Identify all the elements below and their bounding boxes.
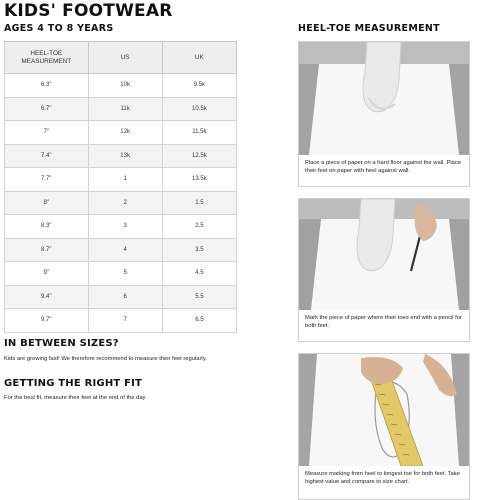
cell-us: 6 [88,285,162,309]
cell-measurement: 9.7" [5,309,89,333]
cell-measurement: 7.4" [5,144,89,168]
page-title: KIDS' FOOTWEAR [4,1,173,21]
cell-uk: 11.5k [162,121,236,145]
step-2-photo [299,199,469,310]
step-card-2 [298,198,470,342]
table-row [5,168,237,192]
table-row [5,309,237,333]
cell-us: 4 [88,238,162,262]
cell-uk: 9.5k [162,74,236,98]
cell-uk: 4.5 [162,262,236,286]
right-fit-text: For the best fit, measure their feet at the end of the day. [4,395,147,401]
between-sizes-text: Kids are growing fast! We therefore recommend to measure their feet regularly. [4,356,207,362]
cell-uk: 10.5k [162,97,236,121]
cell-measurement: 8" [5,191,89,215]
right-fit-heading: GETTING THE RIGHT FIT [4,378,143,389]
table-header-row [5,42,237,74]
table-row [5,285,237,309]
cell-uk: 1.5 [162,191,236,215]
cell-us: 1 [88,168,162,192]
cell-us: 10k [88,74,162,98]
step-2-caption: Mark the piece of paper where their toes end with a pencil for both feet. [305,315,462,329]
column-header-us: US [88,42,162,74]
cell-measurement: 8.7" [5,238,89,262]
table-row [5,121,237,145]
cell-us: 3 [88,215,162,239]
cell-uk: 3.5 [162,238,236,262]
cell-measurement: 9" [5,262,89,286]
cell-measurement: 8.3" [5,215,89,239]
cell-us: 12k [88,121,162,145]
size-chart-table [4,41,237,333]
cell-measurement: 6.7" [5,97,89,121]
cell-us: 7 [88,309,162,333]
heel-toe-heading: HEEL-TOE MEASUREMENT [298,23,440,34]
step-card-3 [298,353,470,500]
cell-us: 11k [88,97,162,121]
table-row [5,144,237,168]
step-3-caption: Measure marking from heel to longest toe for both feet. Take highest value and compare to size chart. [305,471,460,485]
cell-us: 13k [88,144,162,168]
table-row [5,238,237,262]
step-3-photo [299,354,469,466]
table-row [5,74,237,98]
cell-measurement: 7" [5,121,89,145]
cell-measurement: 6.3" [5,74,89,98]
cell-uk: 5.5 [162,285,236,309]
cell-measurement: 9.4" [5,285,89,309]
column-header-measurement: HEEL-TOE MEASUREMENT [5,42,89,74]
cell-uk: 2.5 [162,215,236,239]
cell-uk: 13.5k [162,168,236,192]
table-row [5,97,237,121]
table-row [5,215,237,239]
step-1-photo [299,42,469,155]
cell-uk: 6.5 [162,309,236,333]
step-card-1 [298,41,470,187]
table-row [5,262,237,286]
cell-us: 5 [88,262,162,286]
between-sizes-heading: IN BETWEEN SIZES? [4,338,119,349]
step-1-caption: Place a piece of paper on a hard floor against the wall. Place their feet on paper with heel against wall. [305,160,461,174]
cell-measurement: 7.7" [5,168,89,192]
age-range-subtitle: AGES 4 TO 8 YEARS [4,23,114,34]
column-header-uk: UK [162,42,236,74]
cell-us: 2 [88,191,162,215]
table-row [5,191,237,215]
cell-uk: 12.5k [162,144,236,168]
